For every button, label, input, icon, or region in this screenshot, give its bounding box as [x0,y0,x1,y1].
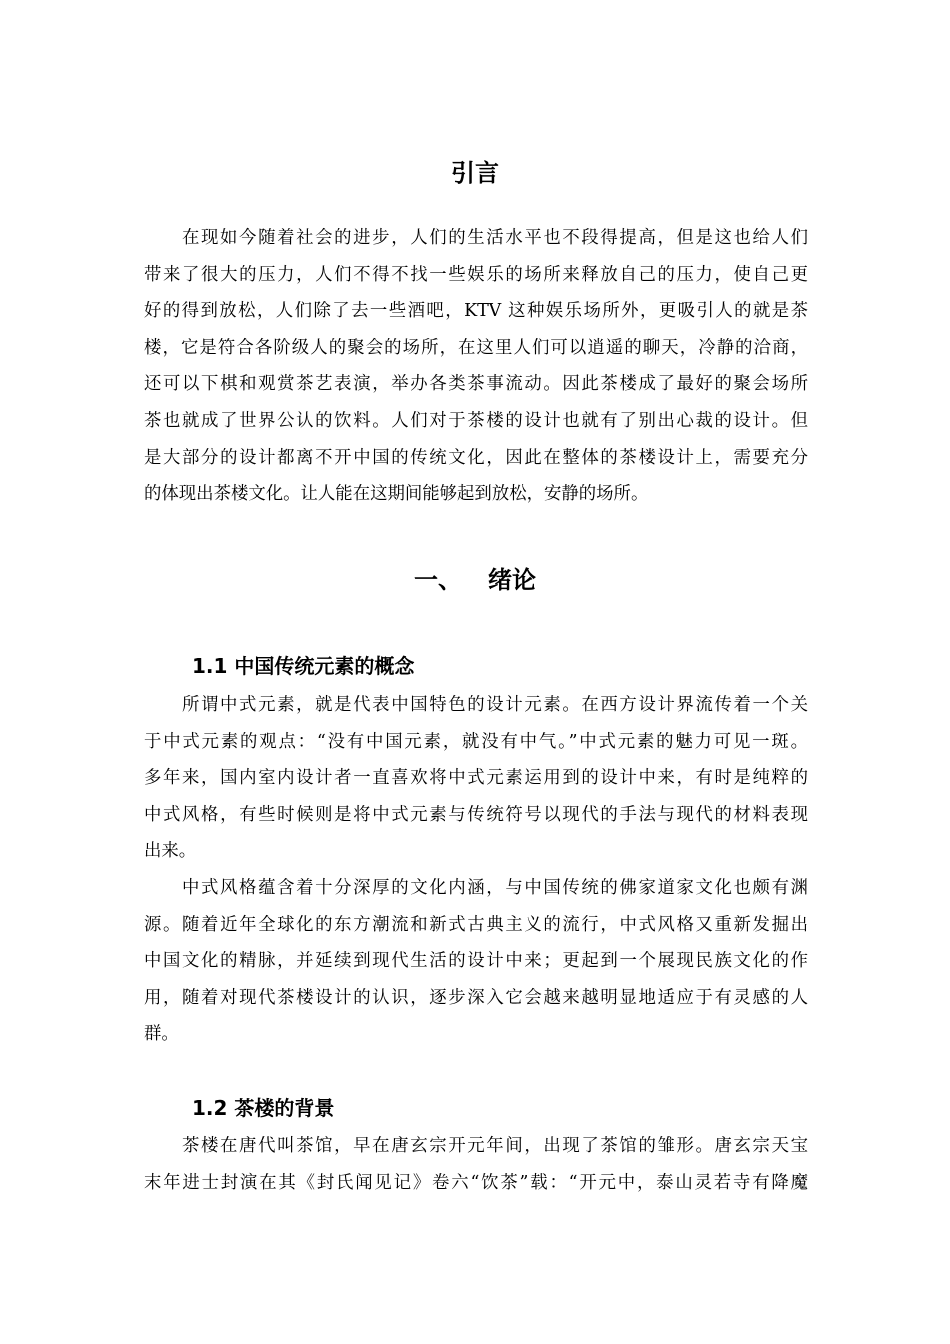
chapter-name: 绪论 [488,566,536,594]
paragraph-line: 中式风格蕴含着十分深厚的文化内涵，与中国传统的佛家道家文化也颇有渊 [182,878,808,898]
section-1-2-paragraph-1 [144,1128,808,1201]
intro-paragraph [144,220,808,513]
paragraph-line: 所谓中式元素，就是代表中国特色的设计元素。在西方设计界流传着一个关 [182,695,808,715]
paragraph-line: 在现如今随着社会的进步，人们的生活水平也不段得提高，但是这也给人们 [182,228,808,248]
paragraph-line: 好的得到放松，人们除了去一些酒吧，KTV 这种娱乐场所外，更吸引人的就是茶 [144,301,808,322]
section-heading-1-1: 1.1 中国传统元素的概念 [192,654,415,678]
paragraph-line: 的体现出茶楼文化。让人能在这期间能够起到放松，安静的场所。 [144,484,649,505]
section-1-1-paragraph-2 [144,870,808,1053]
intro-title: 引言 [451,159,499,187]
paragraph-line: 是大部分的设计都离不开中国的传统文化，因此在整体的茶楼设计上，需要充分 [144,447,808,468]
paragraph-line: 还可以下棋和观赏茶艺表演，举办各类茶事流动。因此茶楼成了最好的聚会场所 [144,374,808,395]
paragraph-line: 出来。 [144,841,197,862]
paragraph-line: 中式风格，有些时候则是将中式元素与传统符号以现代的手法与现代的材料表现 [144,804,808,825]
paragraph-line: 用，随着对现代茶楼设计的认识，逐步深入它会越来越明显地适应于有灵感的人 [144,987,808,1008]
paragraph-line: 于中式元素的观点：“没有中国元素，就没有中气。”中式元素的魅力可见一斑。 [144,731,808,752]
section-heading-1-2: 1.2 茶楼的背景 [192,1096,335,1120]
paragraph-line: 多年来，国内室内设计者一直喜欢将中式元素运用到的设计中来，有时是纯粹的 [144,768,808,789]
paragraph-line: 末年进士封演在其《封氏闻见记》卷六“饮茶”载：“开元中，泰山灵若寺有降魔 [144,1172,808,1193]
paragraph-line: 楼，它是符合各阶级人的聚会的场所，在这里人们可以逍遥的聊天，冷静的洽商， [144,337,808,358]
chapter-title [0,565,950,595]
paragraph-line: 源。随着近年全球化的东方潮流和新式古典主义的流行，中式风格又重新发掘出 [144,914,808,935]
paragraph-line: 带来了很大的压力，人们不得不找一些娱乐的场所来释放自己的压力，使自己更 [144,264,808,285]
chapter-number: 一、 [414,566,462,594]
paragraph-line: 茶楼在唐代叫茶馆，早在唐玄宗开元年间，出现了茶馆的雏形。唐玄宗天宝 [182,1136,808,1156]
paragraph-line: 茶也就成了世界公认的饮料。人们对于茶楼的设计也就有了别出心裁的设计。但 [144,410,808,431]
paragraph-line: 群。 [144,1024,179,1045]
section-1-1-paragraph-1 [144,687,808,870]
paragraph-line: 中国文化的精脉，并延续到现代生活的设计中来；更起到一个展现民族文化的作 [144,951,808,972]
